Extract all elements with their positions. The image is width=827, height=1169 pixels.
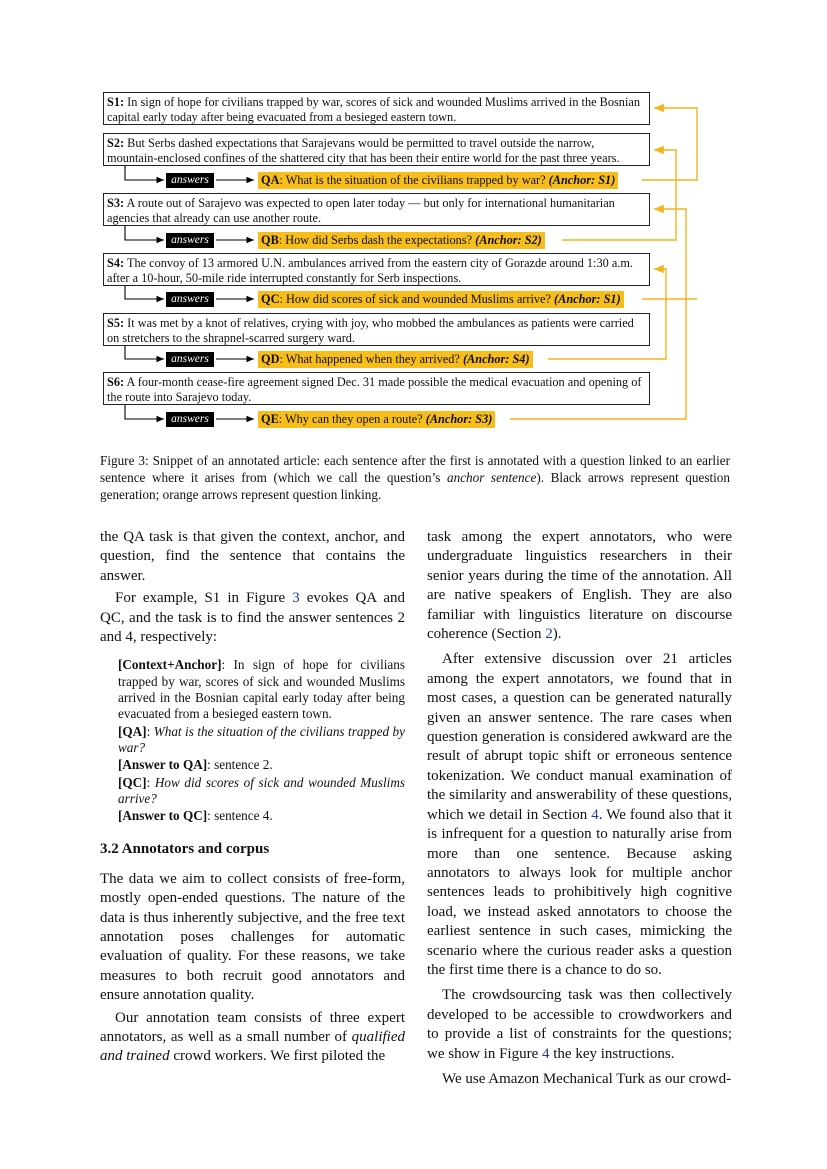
paragraph: After extensive discussion over 21 articles among the expert annotators, we found that in most cases, a question can be generated naturally given an answer sentence. The rare cases when question generation is considered awkward are the result of abrupt topic shift or erroneous sentence tokenization. We conduct manual examination of the similarity and answerability of these questions, which we detail in Section 4. We found also that it is infrequent for a question to naturally arise from more than one sentence. Because asking annotators to always look for multiple anchor sentences leads to prohibitively high cognitive load, we instead asked annotators to choose the earliest sentence in such cases, mimicking the scenario where the curious reader asks a question the first time there is a chance to do so. bbox=[427, 651, 732, 978]
paragraph: The data we aim to collect consists of free-form, mostly open-ended questions. The nature of the data is thus inherently subjective, and the free text annotation poses challenges for automatic evaluation of quality. For these reasons, we take measures to both recruit good annotators and ensure annotation quality. bbox=[100, 870, 405, 1004]
example-answer-qc: [Answer to QC]: sentence 4. bbox=[118, 808, 273, 824]
section-ref-link[interactable]: 2 bbox=[545, 626, 553, 643]
figure-caption: Figure 3: Snippet of an annotated article: each sentence after the first is annotated with a question linked to an earlier sentence where it arises from (which we call the question’s anchor sentence). Black arrows represent question generation; orange arrows represent question linking. bbox=[100, 453, 730, 502]
paragraph: Our annotation team consists of three expert annotators, as well as a small number of qualified and trained crowd workers. We first piloted the bbox=[100, 1009, 405, 1065]
answers-label: answers bbox=[166, 173, 214, 188]
answers-label: answers bbox=[166, 292, 214, 307]
answers-label: answers bbox=[166, 233, 214, 248]
sentence-box-s5: S5: It was met by a knot of relatives, crying with joy, who mobbed the ambulances as patients were carried on stretchers to the shrapnel-scarred surgery ward. bbox=[103, 313, 650, 346]
answers-label: answers bbox=[166, 412, 214, 427]
paragraph: For example, S1 in Figure 3 evokes QA and QC, and the task is to find the answer sentences 2 and 4, respectively: bbox=[100, 590, 405, 646]
question-box-qc: QC: How did scores of sick and wounded Muslims arrive? (Anchor: S1) bbox=[258, 291, 624, 308]
paragraph: The crowdsourcing task was then collectively developed to be accessible to crowdworkers and to provide a list of constraints for the questions; we show in Figure 4 the key instructions. bbox=[427, 987, 732, 1062]
sentence-box-s3: S3: A route out of Sarajevo was expected to open later today — but only for international humanitarian agencies that already can use another route. bbox=[103, 193, 650, 226]
paragraph: the QA task is that given the context, anchor, and question, find the sentence that contains the answer. bbox=[100, 529, 405, 584]
sentence-box-s6: S6: A four-month cease-fire agreement signed Dec. 31 made possible the medical evacuation and opening of the route into Sarajevo today. bbox=[103, 372, 650, 405]
question-box-qa: QA: What is the situation of the civilians trapped by war? (Anchor: S1) bbox=[258, 172, 618, 189]
figure-ref-link[interactable]: 4 bbox=[542, 1045, 550, 1062]
paragraph: task among the expert annotators, who were undergraduate linguistics researchers in their senior years during the time of the annotation. All are native speakers of English. They are also familiar with linguistics literature on discourse coherence (Section 2). bbox=[427, 529, 732, 643]
figure-ref-link[interactable]: 3 bbox=[292, 590, 300, 607]
answers-label: answers bbox=[166, 352, 214, 367]
example-answer-qa: [Answer to QA]: sentence 2. bbox=[118, 757, 273, 773]
sentence-box-s4: S4: The convoy of 13 armored U.N. ambulances arrived from the eastern city of Gorazde around 1:30 a.m. after a 10-hour, 50-mile ride interrupted constantly for Serb inspections. bbox=[103, 253, 650, 286]
question-box-qb: QB: How did Serbs dash the expectations? (Anchor: S2) bbox=[258, 232, 545, 249]
sentence-box-s1: S1: In sign of hope for civilians trapped by war, scores of sick and wounded Muslims arrived in the Bosnian capital early today after being evacuated from a besieged eastern town. bbox=[103, 92, 650, 125]
paragraph: We use Amazon Mechanical Turk as our crowd- bbox=[442, 1070, 732, 1087]
question-box-qe: QE: Why can they open a route? (Anchor: S3) bbox=[258, 411, 495, 428]
question-box-qd: QD: What happened when they arrived? (Anchor: S4) bbox=[258, 351, 533, 368]
sentence-box-s2: S2: But Serbs dashed expectations that Sarajevans would be permitted to travel outside the narrow, mountain-enclosed confines of the shattered city that has been their entire world for the past three years. bbox=[103, 133, 650, 166]
example-qc: [QC]: How did scores of sick and wounded Muslims arrive? bbox=[118, 774, 405, 806]
section-ref-link[interactable]: 4 bbox=[591, 806, 599, 823]
example-qa: [QA]: What is the situation of the civilians trapped by war? bbox=[118, 723, 405, 755]
left-column bbox=[100, 528, 405, 1067]
example-context: [Context+Anchor]: In sign of hope for civilians trapped by war, scores of sick and wounded Muslims arrived in the Bosnian capital early today after being evacuated from a besieged eastern town. bbox=[118, 657, 405, 722]
right-column bbox=[427, 528, 732, 1089]
section-heading: 3.2 Annotators and corpus bbox=[100, 841, 270, 858]
